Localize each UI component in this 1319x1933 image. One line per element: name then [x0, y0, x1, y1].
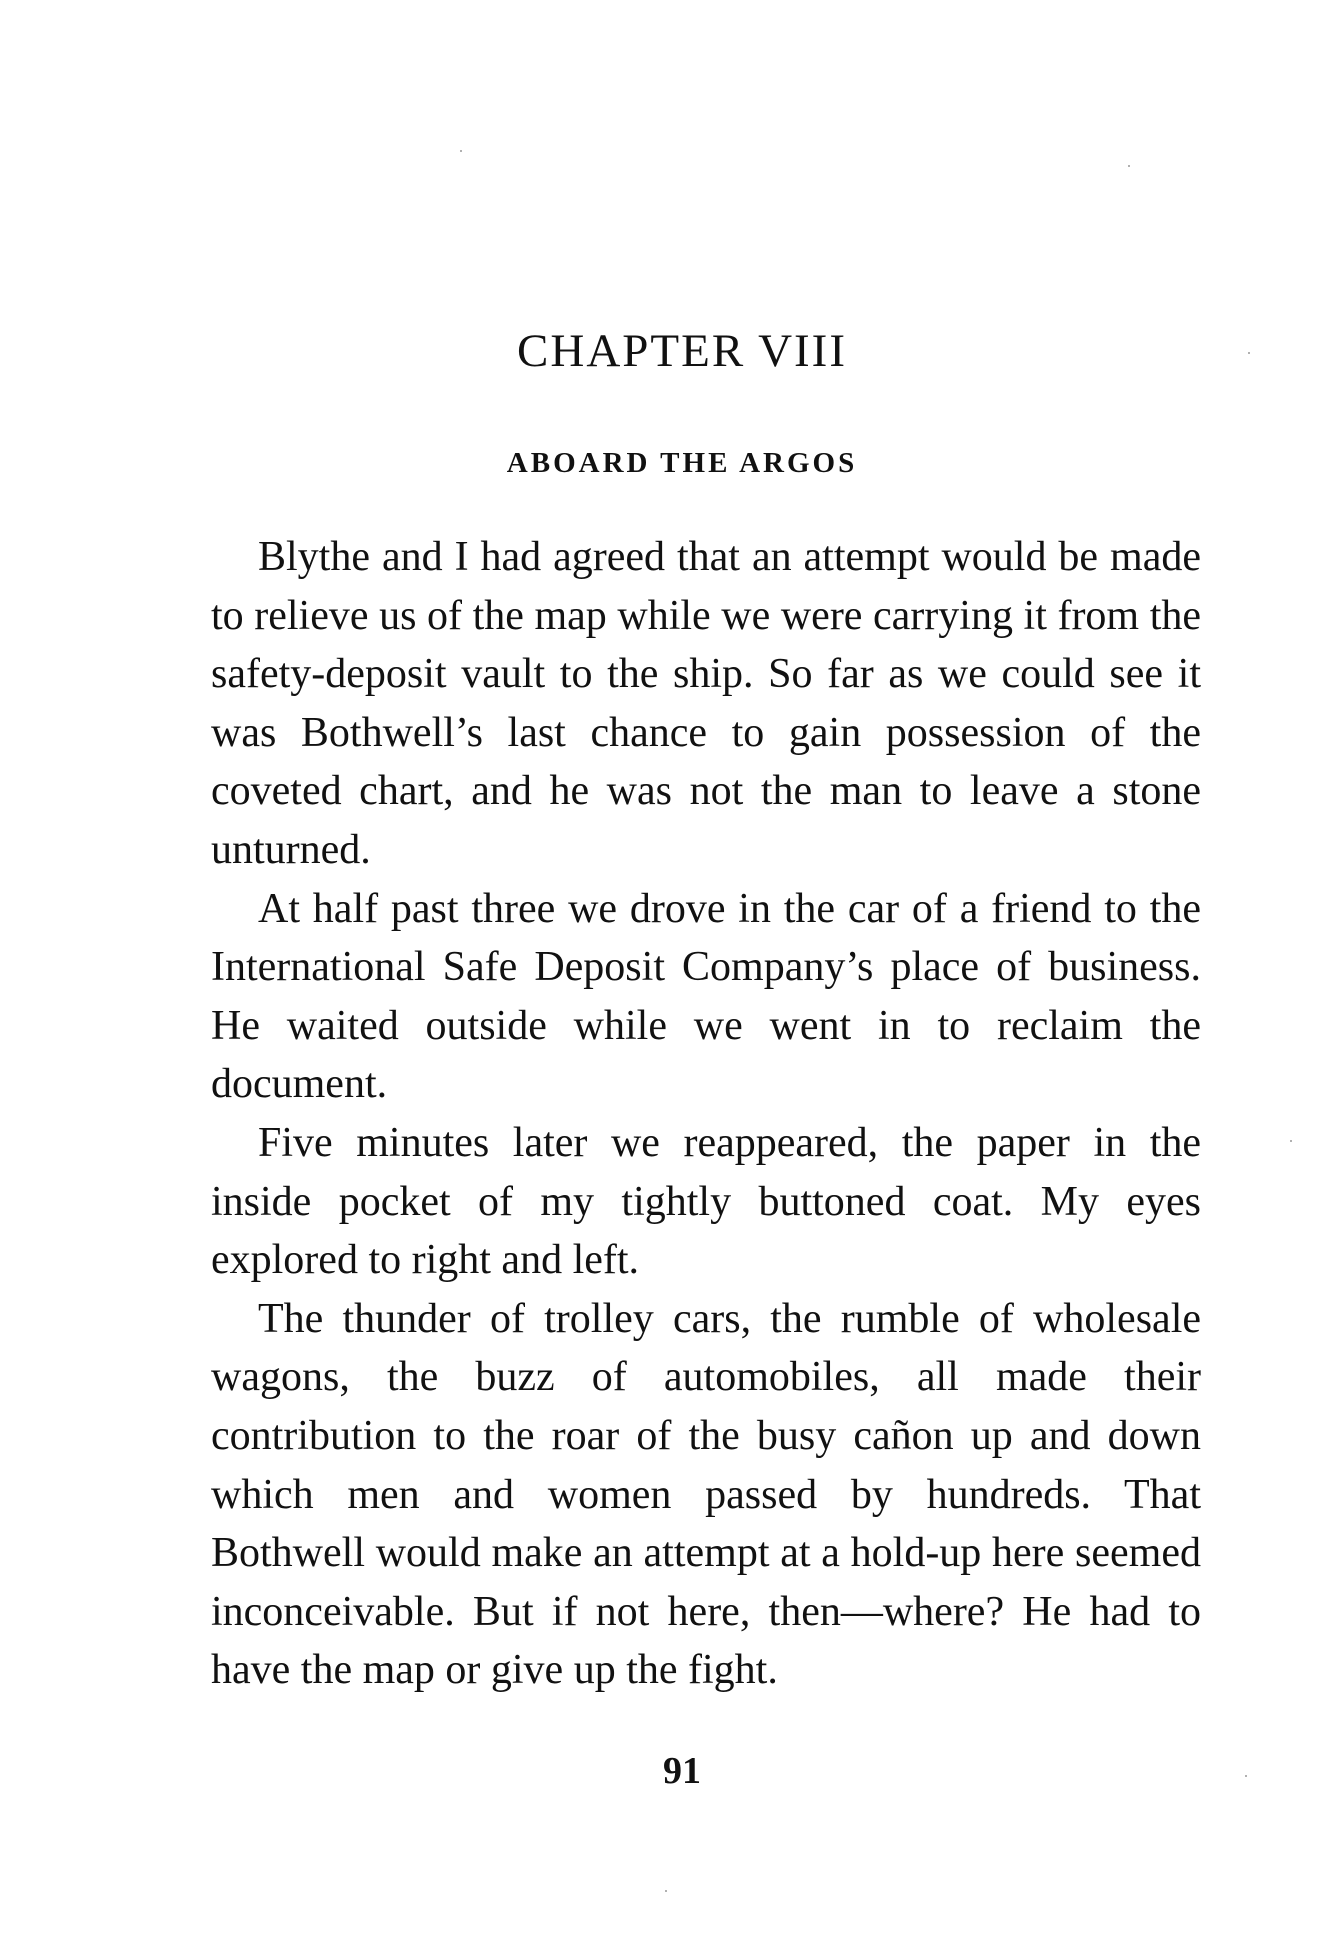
scan-speck: [1128, 165, 1130, 167]
scan-speck: [1248, 352, 1250, 354]
chapter-subtitle: ABOARD THE ARGOS: [506, 447, 858, 479]
paragraph: Blythe and I had agreed that an attempt would be made to relieve us of the map while we were carrying it from the safety-deposit vault to the ship. So far as we could see it was Bothwell’s last chance to gain possession of the coveted chart, and he was not the man to leave a stone unturned.: [211, 534, 1201, 873]
paragraph: At half past three we drove in the car of a friend to the International Safe Deposit Company’s place of business. He waited outside while we went in to reclaim the document.: [211, 885, 1201, 1108]
paragraph: The thunder of trolley cars, the rumble of wholesale wagons, the buzz of automobiles, all made their contribution to the roar of the busy cañon up and down which men and women passed by hundreds. That Bothwell would make an attempt at a hold-up here seemed inconceivable. But if not here, then—where? He had to have the map or give up the fight.: [211, 1295, 1201, 1694]
scan-speck: [460, 150, 462, 152]
scan-speck: [1245, 1775, 1247, 1777]
page-number: 91: [663, 1750, 701, 1792]
scan-speck: [665, 1890, 667, 1892]
body-text: [211, 528, 1201, 1700]
paragraph: Five minutes later we reappeared, the paper in the inside pocket of my tightly buttoned coat. My eyes explored to right and left.: [211, 1119, 1201, 1284]
scan-speck: [1290, 1140, 1292, 1142]
chapter-title: CHAPTER VIII: [517, 325, 847, 377]
